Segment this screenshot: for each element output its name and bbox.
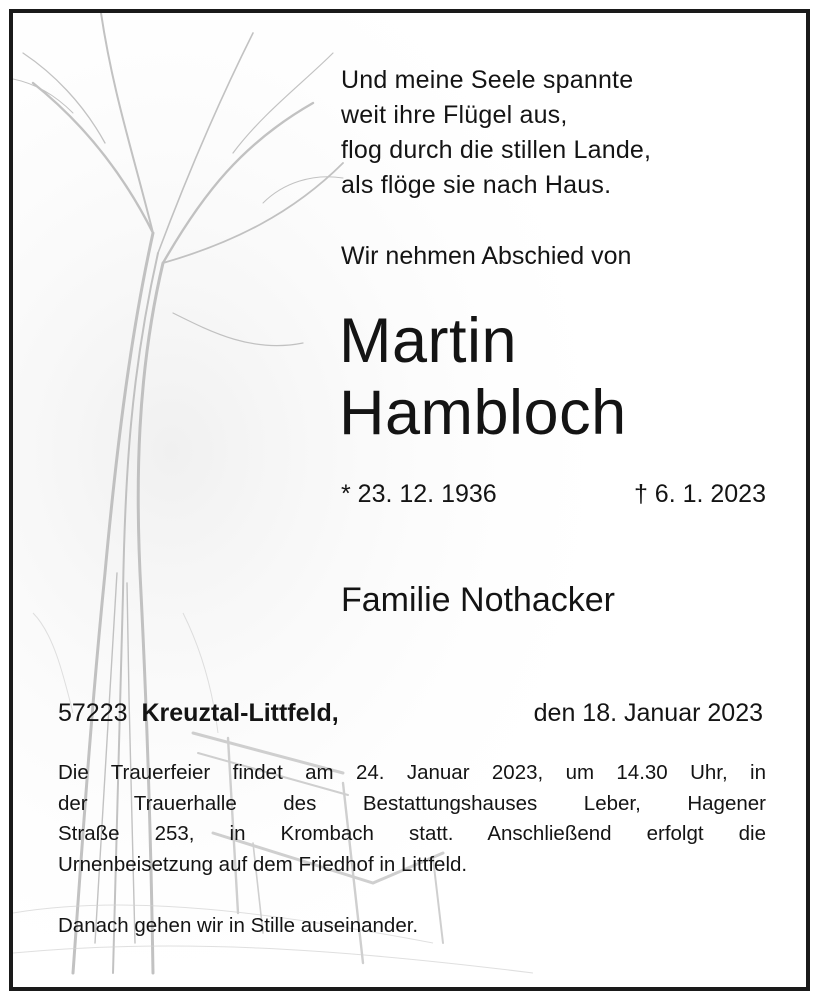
life-dates xyxy=(341,477,766,512)
poem-line: weit ihre Flügel aus, xyxy=(341,101,568,129)
birth-date: * 23. 12. 1936 xyxy=(341,480,497,508)
last-name: Hambloch xyxy=(339,378,627,448)
deceased-name xyxy=(339,305,627,449)
poem-line: flog durch die stillen Lande, xyxy=(341,136,652,164)
zip-code: 57223 xyxy=(58,699,128,727)
place-name: Kreuztal-Littfeld, xyxy=(141,699,339,727)
place-date-line xyxy=(58,696,763,731)
poem-verse xyxy=(341,63,651,203)
family-signature: Familie Nothacker xyxy=(341,581,615,619)
first-name: Martin xyxy=(339,306,518,376)
notice-date: den 18. Januar 2023 xyxy=(533,699,763,727)
info-line: Straße 253, in Krombach statt. Anschließend erfolgt die xyxy=(58,822,766,845)
funeral-information xyxy=(58,758,766,880)
info-line: der Trauerhalle des Bestattungshauses Leber, Hagener xyxy=(58,791,766,815)
obituary-notice xyxy=(9,9,810,991)
poem-line: Und meine Seele spannte xyxy=(341,66,634,94)
death-date: † 6. 1. 2023 xyxy=(633,480,766,508)
farewell-intro: Wir nehmen Abschied von xyxy=(341,242,632,270)
info-line: Urnenbeisetzung auf dem Friedhof in Littfeld. xyxy=(58,852,468,876)
poem-line: als flöge sie nach Haus. xyxy=(341,171,612,199)
closing-sentence: Danach gehen wir in Stille auseinander. xyxy=(58,914,419,937)
info-line: Die Trauerfeier findet am 24. Januar 2023, um 14.30 Uhr, in xyxy=(58,761,766,784)
